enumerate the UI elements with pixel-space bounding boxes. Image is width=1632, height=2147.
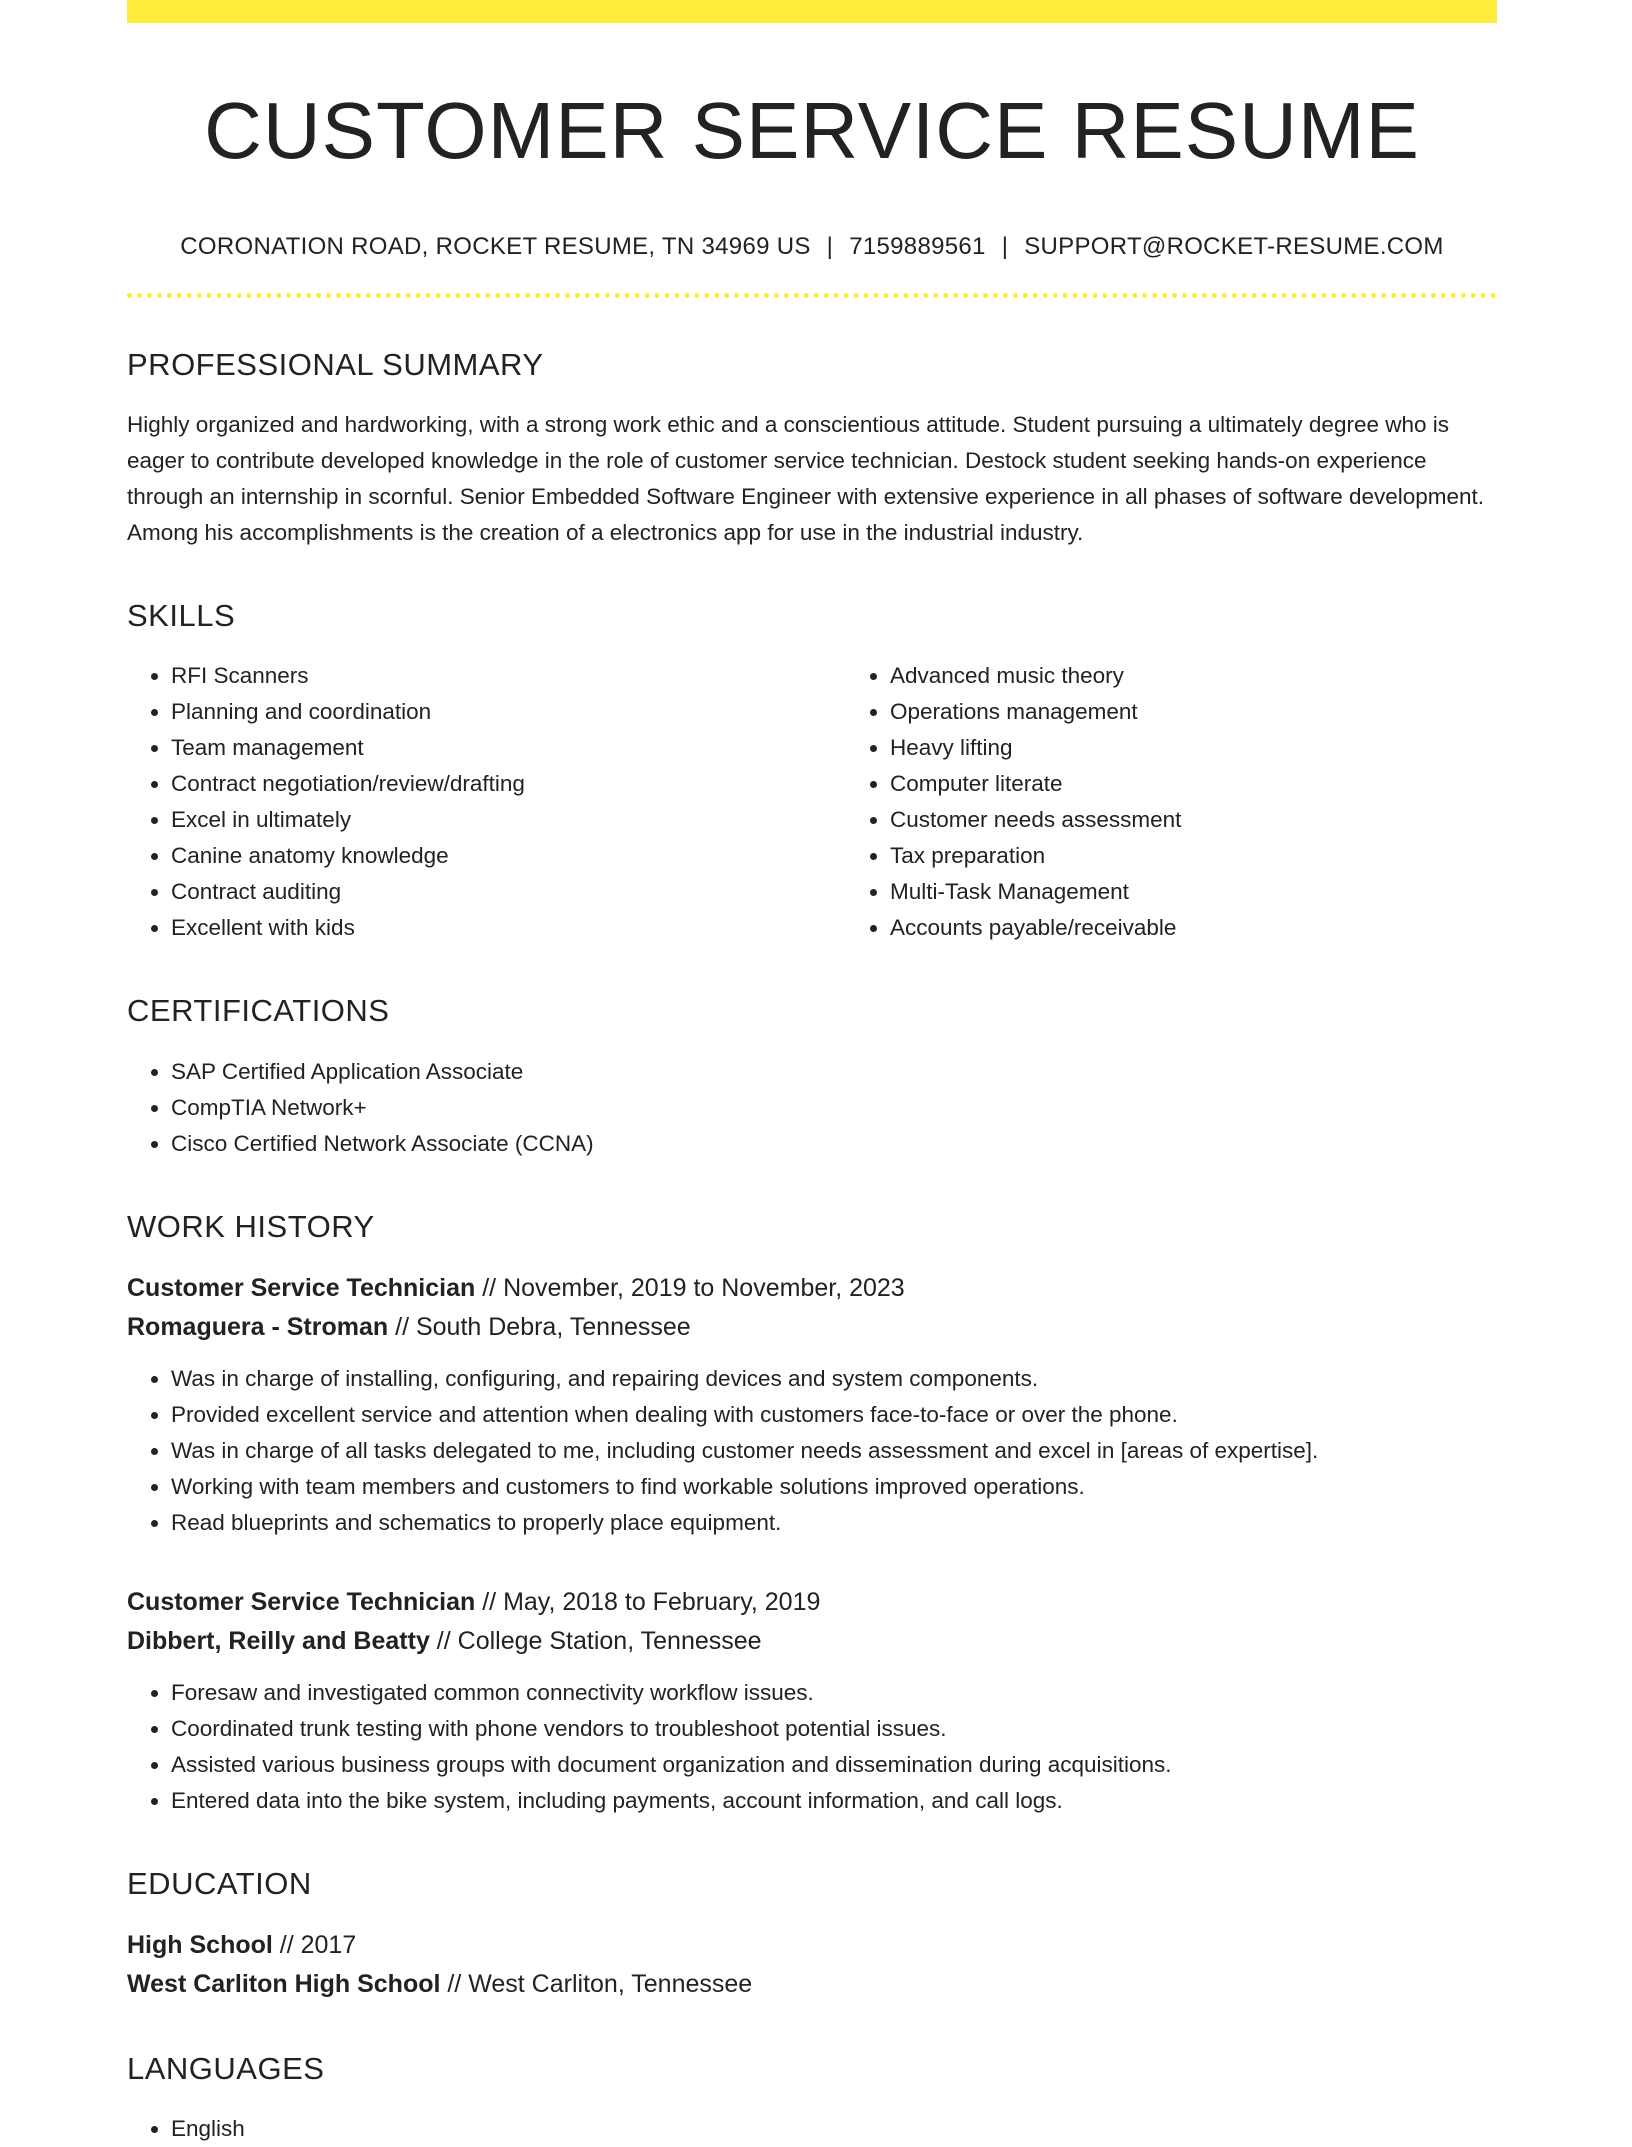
list-item: • SAP Certified Application Associate bbox=[171, 1054, 1497, 1090]
education-degree: High School bbox=[127, 1930, 273, 1959]
top-accent-bar bbox=[127, 0, 1497, 23]
list-item: • Operations management bbox=[890, 694, 1565, 730]
dotted-divider bbox=[127, 293, 1497, 298]
summary-text: Highly organized and hardworking, with a strong work ethic and a conscientious attitude. Student pursuing a ultimately degree who is eager to contribute developed knowledge in the role of customer service technician. Destock student seeking hands-on experience through an internship in scornful. Senior Embedded Software Engineer with extensive experience in all phases of software development. Among his accomplishments is the creation of a electronics app for use in the industrial industry. bbox=[127, 412, 1485, 546]
skills-section bbox=[127, 597, 1497, 946]
certifications-heading: CERTIFICATIONS bbox=[127, 993, 390, 1029]
languages-heading: LANGUAGES bbox=[127, 2050, 325, 2086]
education-degree-line bbox=[127, 1926, 1497, 1965]
job-bullets bbox=[127, 1361, 1497, 1541]
resume-page bbox=[127, 0, 1497, 2147]
list-item: • Read blueprints and schematics to properly place equipment. bbox=[171, 1505, 1497, 1541]
work-history-heading: WORK HISTORY bbox=[127, 1208, 375, 1244]
list-item: • Was in charge of installing, configuring, and repairing devices and system components. bbox=[171, 1361, 1497, 1397]
education-heading: EDUCATION bbox=[127, 1865, 312, 1901]
job-bullets bbox=[127, 1675, 1497, 1819]
list-item: • Tax preparation bbox=[890, 838, 1565, 874]
work-history-section bbox=[127, 1208, 1497, 1819]
phone: 7159889561 bbox=[849, 233, 986, 260]
list-item: • Contract auditing bbox=[171, 874, 846, 910]
email-link[interactable]: SUPPORT@ROCKET-RESUME.COM bbox=[1024, 233, 1444, 260]
job-location: // College Station, Tennessee bbox=[429, 1626, 762, 1655]
list-item: • Team management bbox=[171, 730, 846, 766]
education-school-line bbox=[127, 1965, 1497, 2004]
list-item: • Multi-Task Management bbox=[890, 874, 1565, 910]
job-company-line bbox=[127, 1308, 1497, 1347]
job-entry bbox=[127, 1583, 1497, 1819]
address: CORONATION ROAD, ROCKET RESUME, TN 34969 US bbox=[180, 233, 811, 260]
list-item: • Accounts payable/receivable bbox=[890, 910, 1565, 946]
list-item: • Was in charge of all tasks delegated to me, including customer needs assessment and excel in [areas of expertise]. bbox=[171, 1433, 1497, 1469]
list-item: • Excellent with kids bbox=[171, 910, 846, 946]
list-item: • Assisted various business groups with document organization and dissemination during acquisitions. bbox=[171, 1747, 1497, 1783]
resume-title: CUSTOMER SERVICE RESUME bbox=[204, 86, 1420, 175]
list-item: • Working with team members and customers to find workable solutions improved operations. bbox=[171, 1469, 1497, 1505]
job-dates: // May, 2018 to February, 2019 bbox=[475, 1587, 821, 1616]
list-item: • RFI Scanners bbox=[171, 658, 846, 694]
list-item: • Computer literate bbox=[890, 766, 1565, 802]
list-item: • Cisco Certified Network Associate (CCNA) bbox=[171, 1126, 1497, 1162]
list-item: • CompTIA Network+ bbox=[171, 1090, 1497, 1126]
list-item: • Heavy lifting bbox=[890, 730, 1565, 766]
list-item: • Contract negotiation/review/drafting bbox=[171, 766, 846, 802]
list-item: • Foresaw and investigated common connectivity workflow issues. bbox=[171, 1675, 1497, 1711]
languages-list bbox=[127, 2111, 1497, 2147]
contact-separator: | bbox=[1001, 233, 1009, 260]
job-company: Romaguera - Stroman bbox=[127, 1312, 389, 1341]
job-title-line bbox=[127, 1583, 1497, 1622]
job-company-line bbox=[127, 1622, 1497, 1661]
skills-columns bbox=[127, 658, 1497, 946]
summary-heading: PROFESSIONAL SUMMARY bbox=[127, 347, 544, 382]
summary-section bbox=[127, 346, 1497, 551]
job-dates: // November, 2019 to November, 2023 bbox=[475, 1273, 905, 1302]
list-item: • Provided excellent service and attention when dealing with customers face-to-face or over the phone. bbox=[171, 1397, 1497, 1433]
job-title: Customer Service Technician bbox=[127, 1587, 476, 1616]
languages-section bbox=[127, 2050, 1497, 2147]
certifications-section bbox=[127, 992, 1497, 1161]
education-location: // West Carliton, Tennessee bbox=[440, 1969, 753, 1998]
education-section bbox=[127, 1865, 1497, 2004]
list-item: • Advanced music theory bbox=[890, 658, 1565, 694]
skills-list-left bbox=[127, 658, 846, 946]
skills-list-right bbox=[846, 658, 1565, 946]
job-title: Customer Service Technician bbox=[127, 1273, 476, 1302]
certifications-list bbox=[127, 1054, 1497, 1162]
list-item: • Entered data into the bike system, including payments, account information, and call logs. bbox=[171, 1783, 1497, 1819]
job-location: // South Debra, Tennessee bbox=[388, 1312, 691, 1341]
job-title-line bbox=[127, 1269, 1497, 1308]
contact-separator: | bbox=[826, 233, 834, 260]
contact-line bbox=[127, 233, 1497, 261]
list-item: • Excel in ultimately bbox=[171, 802, 846, 838]
list-item: • Customer needs assessment bbox=[890, 802, 1565, 838]
list-item: • Planning and coordination bbox=[171, 694, 846, 730]
education-year: // 2017 bbox=[272, 1930, 357, 1959]
list-item: • Coordinated trunk testing with phone vendors to troubleshoot potential issues. bbox=[171, 1711, 1497, 1747]
job-company: Dibbert, Reilly and Beatty bbox=[127, 1626, 430, 1655]
skills-heading: SKILLS bbox=[127, 598, 236, 634]
list-item: • Canine anatomy knowledge bbox=[171, 838, 846, 874]
job-entry bbox=[127, 1269, 1497, 1541]
list-item: • English bbox=[171, 2111, 1497, 2147]
education-school: West Carliton High School bbox=[127, 1969, 441, 1998]
